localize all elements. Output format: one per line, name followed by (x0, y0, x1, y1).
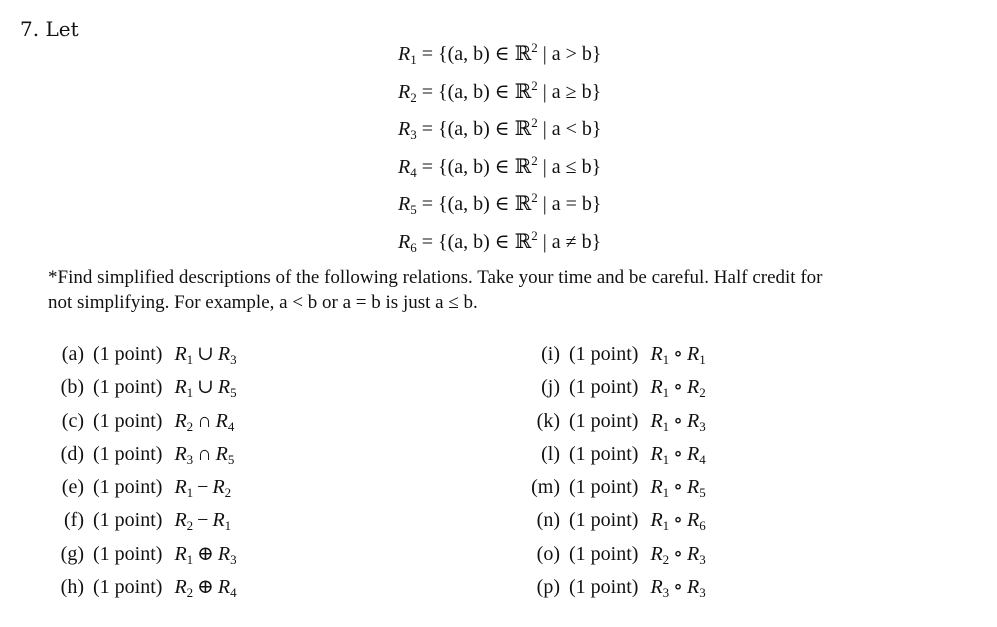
part-points: (1 point) (569, 542, 639, 565)
part-points: (1 point) (569, 343, 639, 365)
relation-symbol: R (174, 509, 187, 532)
relation-operator: ⊕ (197, 576, 214, 599)
relation-symbol: R (398, 43, 411, 65)
set-builder-suffix: } (591, 80, 602, 103)
part-item (528, 340, 706, 373)
part-label: (d) (60, 442, 84, 465)
set-builder-prefix: = {(a, b) ∈ ℝ (421, 43, 532, 65)
relation-index: 1 (662, 518, 670, 534)
relation-operator: ⊕ (197, 542, 214, 565)
relation-operator: ∘ (673, 343, 683, 365)
part-points: (1 point) (93, 542, 163, 565)
relation-index: 1 (224, 518, 232, 534)
relation-symbol: R (686, 409, 700, 432)
relation-condition: a ≤ b (551, 155, 592, 178)
relation-symbol: R (650, 442, 663, 465)
relation-symbol: R (650, 576, 663, 599)
relation-symbol: R (217, 343, 231, 365)
relation-operator: ∪ (197, 343, 214, 365)
relation-symbol: R (650, 376, 663, 399)
part-expression (650, 373, 705, 401)
part-points: (1 point) (93, 442, 163, 465)
relation-index: 2 (186, 585, 194, 601)
part-item (54, 440, 237, 473)
relation-operator: ∘ (673, 442, 683, 465)
relation-condition: a ≥ b (551, 80, 592, 103)
relation-index: 4 (227, 418, 235, 434)
part-item (54, 573, 237, 606)
relation-index: 1 (662, 418, 670, 434)
parts-column-right (528, 340, 706, 606)
part-expression (174, 473, 231, 501)
relation-index: 5 (699, 485, 706, 501)
relation-operator: − (197, 476, 209, 499)
relation-index: 4 (410, 164, 417, 180)
part-points: (1 point) (93, 376, 163, 399)
relation-index: 4 (699, 451, 706, 467)
relation-definition (398, 153, 698, 191)
part-points: (1 point) (93, 509, 163, 532)
relation-symbol: R (686, 576, 700, 599)
set-builder-prefix: = {(a, b) ∈ ℝ (421, 80, 532, 103)
instructions (48, 265, 988, 315)
set-builder-prefix: = {(a, b) ∈ ℝ (421, 193, 532, 215)
problem-heading (20, 17, 79, 41)
relation-operator: ∘ (673, 509, 683, 532)
relation-symbol: R (398, 80, 411, 103)
relation-index: 1 (186, 551, 194, 567)
relation-index: 3 (186, 451, 194, 467)
relation-symbol: R (398, 230, 411, 253)
set-builder-suffix: } (591, 155, 602, 178)
part-label: (o) (536, 542, 560, 565)
relation-index: 3 (662, 585, 670, 601)
relation-index: 5 (227, 451, 235, 467)
relation-operator: ∘ (673, 476, 683, 499)
relation-symbol: R (217, 576, 231, 599)
relation-symbol: R (174, 343, 187, 365)
relation-index: 5 (410, 202, 417, 217)
relation-index: 3 (230, 352, 237, 367)
relation-definition (398, 228, 698, 266)
relation-index: 1 (186, 352, 194, 367)
relation-symbol: R (650, 509, 663, 532)
part-expression (650, 573, 705, 601)
part-item (528, 540, 706, 573)
set-exponent: 2 (531, 115, 538, 130)
relation-symbol: R (650, 343, 663, 365)
relation-symbol: R (174, 542, 187, 565)
relation-symbol: R (212, 476, 225, 499)
part-label: (k) (536, 409, 560, 432)
relation-definition (398, 78, 698, 116)
relation-index: 2 (186, 418, 194, 434)
relation-index: 3 (410, 127, 417, 142)
relation-symbol: R (174, 409, 187, 432)
relation-operator: − (197, 509, 209, 532)
relation-operator: ∘ (673, 376, 683, 399)
relation-operator: ∘ (673, 542, 683, 565)
relation-condition: a = b (551, 193, 592, 215)
part-label: (f) (64, 509, 84, 532)
relation-definition (398, 115, 698, 153)
part-points: (1 point) (93, 343, 163, 365)
relation-index: 2 (224, 485, 232, 501)
set-exponent: 2 (531, 190, 538, 205)
relation-symbol: R (650, 476, 663, 499)
part-item (528, 473, 706, 506)
instructions-line-2: not simplifying. For example, a < b or a = b is just a ≤ b. (48, 292, 478, 313)
set-builder-prefix: = {(a, b) ∈ ℝ (421, 230, 532, 253)
relation-definition (398, 40, 698, 78)
relation-index: 2 (699, 385, 706, 401)
relation-index: 5 (230, 385, 237, 401)
relation-operator: ∩ (197, 442, 212, 465)
relation-symbol: R (398, 155, 411, 178)
relation-index: 6 (410, 239, 417, 255)
relation-index: 1 (410, 52, 417, 67)
part-points: (1 point) (569, 442, 639, 465)
relation-operator: ∘ (673, 409, 683, 432)
set-exponent: 2 (531, 152, 538, 168)
relation-index: 2 (186, 518, 194, 534)
relation-index: 6 (699, 518, 706, 534)
relation-symbol: R (174, 376, 187, 399)
part-label: (l) (541, 442, 560, 465)
part-item (528, 440, 706, 473)
part-points: (1 point) (569, 509, 639, 532)
relation-condition: a ≠ b (551, 230, 592, 253)
part-points: (1 point) (569, 376, 639, 399)
relation-operator: ∘ (673, 576, 683, 599)
set-builder-suffix: } (591, 118, 602, 140)
part-item (528, 373, 706, 406)
part-item (54, 506, 237, 539)
set-exponent: 2 (531, 77, 538, 93)
relation-definitions (398, 40, 698, 265)
relation-condition: a > b (551, 43, 592, 65)
relation-index: 4 (230, 585, 237, 601)
relation-symbol: R (686, 376, 700, 399)
relation-symbol: R (398, 118, 411, 140)
set-separator: | (537, 118, 552, 140)
problem-number: 7. (20, 17, 40, 41)
relation-index: 3 (699, 418, 706, 434)
part-points: (1 point) (93, 476, 163, 499)
set-builder-suffix: } (591, 193, 602, 215)
part-label: (e) (61, 476, 84, 499)
set-builder-suffix: } (591, 230, 602, 253)
relation-symbol: R (174, 576, 187, 599)
part-expression (650, 473, 705, 501)
set-separator: | (537, 155, 552, 178)
part-points: (1 point) (93, 409, 163, 432)
part-points: (1 point) (569, 576, 639, 599)
relation-symbol: R (174, 476, 187, 499)
relation-index: 2 (662, 551, 670, 567)
relation-symbol: R (686, 442, 700, 465)
set-separator: | (537, 43, 552, 65)
part-expression (174, 440, 234, 468)
part-points: (1 point) (93, 576, 163, 599)
relation-index: 2 (410, 89, 417, 105)
relation-index: 1 (662, 485, 670, 501)
part-label: (c) (61, 409, 84, 432)
part-expression (174, 373, 236, 401)
part-expression (650, 540, 705, 568)
part-label: (a) (61, 343, 84, 365)
relation-index: 1 (662, 352, 670, 367)
part-label: (g) (60, 542, 84, 565)
set-builder-prefix: = {(a, b) ∈ ℝ (421, 155, 532, 178)
part-expression (174, 340, 236, 368)
relation-symbol: R (215, 442, 228, 465)
set-builder-prefix: = {(a, b) ∈ ℝ (421, 118, 532, 140)
relation-index: 3 (699, 585, 706, 601)
set-separator: | (537, 193, 552, 215)
relation-definition (398, 190, 698, 228)
relation-operator: ∩ (197, 409, 212, 432)
relation-index: 3 (230, 551, 237, 567)
part-item (54, 473, 237, 506)
relation-index: 3 (699, 551, 706, 567)
relation-symbol: R (650, 409, 663, 432)
part-item (528, 407, 706, 440)
set-exponent: 2 (531, 227, 538, 243)
part-expression (650, 340, 705, 368)
part-expression (650, 506, 705, 534)
relation-symbol: R (215, 409, 228, 432)
relation-index: 1 (186, 385, 194, 401)
part-expression (174, 573, 236, 601)
part-points: (1 point) (569, 409, 639, 432)
relation-symbol: R (174, 442, 187, 465)
part-expression (174, 506, 231, 534)
set-builder-suffix: } (591, 43, 602, 65)
instructions-line-1: *Find simplified descriptions of the following relations. Take your time and be careful. Half credit for (48, 267, 823, 288)
set-separator: | (537, 80, 552, 103)
part-item (54, 407, 237, 440)
problem-intro: Let (45, 17, 79, 41)
relation-symbol: R (217, 376, 231, 399)
relation-index: 1 (186, 485, 194, 501)
part-expression (174, 540, 236, 568)
relation-symbol: R (686, 542, 700, 565)
part-points: (1 point) (569, 476, 639, 499)
part-label: (p) (536, 576, 560, 599)
part-label: (j) (541, 376, 560, 399)
part-expression (174, 407, 234, 435)
part-item (54, 540, 237, 573)
part-label: (b) (60, 376, 84, 399)
part-expression (650, 407, 705, 435)
part-expression (650, 440, 705, 468)
relation-index: 1 (699, 352, 706, 367)
part-item (54, 373, 237, 406)
part-label: (i) (541, 343, 560, 365)
relation-symbol: R (398, 193, 411, 215)
relation-symbol: R (686, 509, 700, 532)
part-item (528, 573, 706, 606)
relation-operator: ∪ (197, 376, 214, 399)
relation-symbol: R (217, 542, 231, 565)
part-item (54, 340, 237, 373)
set-exponent: 2 (531, 40, 538, 55)
parts-column-left (54, 340, 237, 606)
relation-index: 1 (662, 385, 670, 401)
relation-index: 1 (662, 451, 670, 467)
part-item (528, 506, 706, 539)
part-label: (h) (60, 576, 84, 599)
set-separator: | (537, 230, 552, 253)
part-label: (n) (536, 509, 560, 532)
part-label: (m) (531, 476, 560, 499)
relation-symbol: R (686, 343, 700, 365)
relation-symbol: R (650, 542, 663, 565)
relation-symbol: R (212, 509, 225, 532)
relation-symbol: R (686, 476, 700, 499)
relation-condition: a < b (551, 118, 592, 140)
